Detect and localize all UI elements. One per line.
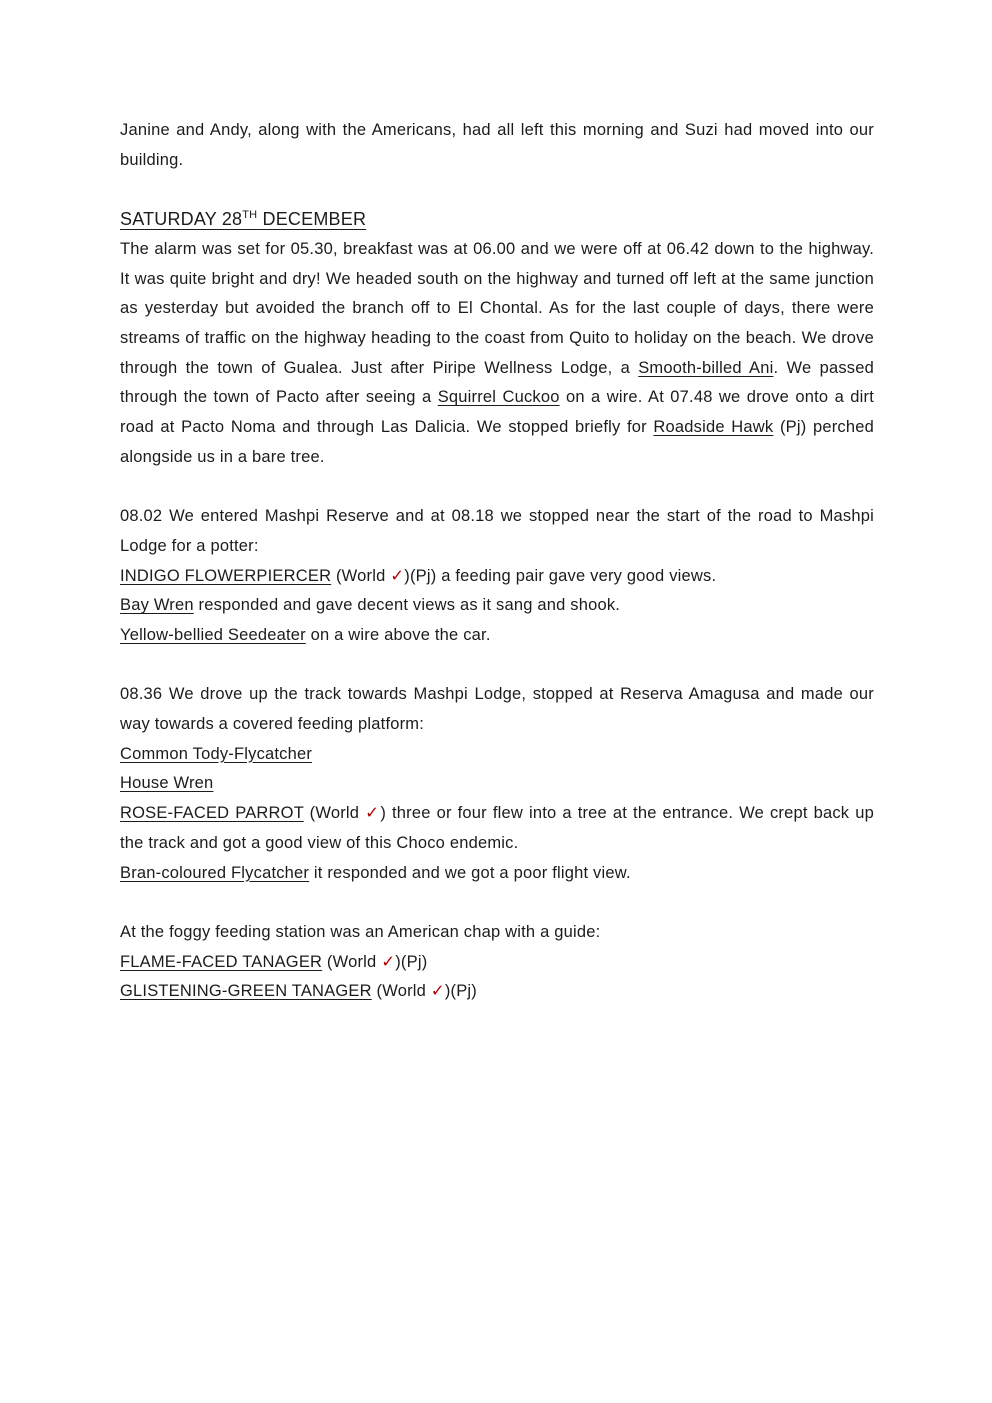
species-name: House Wren — [120, 774, 214, 793]
text-run: responded and gave decent views as it sang and shook. — [193, 596, 621, 615]
feeding-station-paragraph — [120, 918, 874, 948]
blank-line — [120, 651, 874, 681]
text-run: it responded and we got a poor flight view. — [309, 863, 631, 882]
checkmark-icon: ✓ — [430, 982, 445, 1001]
checkmark-icon: ✓ — [365, 804, 381, 823]
date-heading — [120, 205, 874, 235]
text-run: At the foggy feeding station was an American chap with a guide: — [120, 922, 601, 941]
text-run: (Pj) perched alongside us in a bare tree. — [120, 418, 874, 466]
text-run: (World — [303, 804, 366, 823]
text-run: 08.36 We drove up the track towards Mashpi Lodge, stopped at Reserva Amagusa and made our way towards a covered feeding platform: — [120, 685, 874, 734]
ordinal-suffix: TH — [242, 209, 258, 222]
document-body — [120, 116, 874, 1007]
text-run: )(Pj) a feeding pair gave very good views. — [404, 566, 717, 585]
species-entry-house-wren — [120, 769, 874, 799]
checkmark-icon: ✓ — [390, 566, 405, 585]
species-name: Roadside Hawk — [653, 418, 774, 437]
species-name: Bran-coloured Flycatcher — [120, 863, 310, 882]
species-entry-common-tody-flycatcher — [120, 740, 874, 770]
blank-line — [120, 175, 874, 205]
intro-paragraph — [120, 116, 874, 175]
species-name: ROSE-FACED PARROT — [120, 804, 304, 823]
species-name: Smooth-billed Ani — [638, 358, 774, 377]
text-run: )(Pj) — [395, 952, 428, 971]
text-run: . We passed through the town of Pacto after seeing a — [120, 358, 874, 407]
amagusa-paragraph — [120, 680, 874, 739]
text-run: 08.02 We entered Mashpi Reserve and at 08.18 we stopped near the start of the road to Mashpi Lodge for a potter: — [120, 507, 874, 555]
text-run: (World — [331, 566, 391, 585]
text-run: )(Pj) — [444, 982, 477, 1001]
blank-line — [120, 888, 874, 918]
species-entry-bran-coloured-flycatcher — [120, 859, 874, 889]
species-entry-yellow-bellied-seedeater — [120, 621, 874, 651]
text-run: on a wire above the car. — [305, 625, 491, 644]
checkmark-icon: ✓ — [381, 952, 396, 971]
species-name: GLISTENING-GREEN TANAGER — [120, 982, 372, 1001]
species-entry-rose-faced-parrot — [120, 799, 874, 858]
text-run: (World — [371, 982, 431, 1001]
text-run: SATURDAY 28 — [120, 209, 243, 230]
species-entry-indigo-flowerpiercer — [120, 562, 874, 592]
text-run: (World — [322, 952, 382, 971]
text-run: on a wire. At 07.48 we drove onto a dirt road at Pacto Noma and through Las Dalicia. We stopped briefly for — [120, 388, 874, 437]
species-name: Squirrel Cuckoo — [437, 388, 560, 407]
species-name: FLAME-FACED TANAGER — [120, 952, 323, 971]
species-name: INDIGO FLOWERPIERCER — [120, 566, 332, 585]
species-entry-bay-wren — [120, 591, 874, 621]
species-name: Common Tody-Flycatcher — [120, 744, 313, 763]
species-name: Bay Wren — [120, 596, 194, 615]
species-entry-flame-faced-tanager — [120, 948, 874, 978]
blank-line — [120, 472, 874, 502]
text-run: The alarm was set for 05.30, breakfast was at 06.00 and we were off at 06.42 down to the highway. It was quite bright and dry! We headed south on the highway and turned off left at the same junction as yesterday but avoided the branch off to El Chontal. As for the last couple of days, there were streams of traffic on the highway heading to the coast from Quito to holiday on the beach. We drove through the town of Gualea. Just after Piripe Wellness Lodge, a — [120, 239, 874, 377]
text-run: Janine and Andy, along with the Americans, had all left this morning and Suzi had moved into our building. — [120, 121, 874, 169]
morning-drive-paragraph — [120, 235, 874, 473]
species-entry-glistening-green-tanager — [120, 977, 874, 1007]
text-run: ) three or four flew into a tree at the entrance. We crept back up the track and got a good view of this Choco endemic. — [120, 804, 874, 852]
text-run: DECEMBER — [257, 209, 367, 230]
mashpi-reserve-paragraph — [120, 502, 874, 561]
species-name: Yellow-bellied Seedeater — [120, 625, 306, 644]
